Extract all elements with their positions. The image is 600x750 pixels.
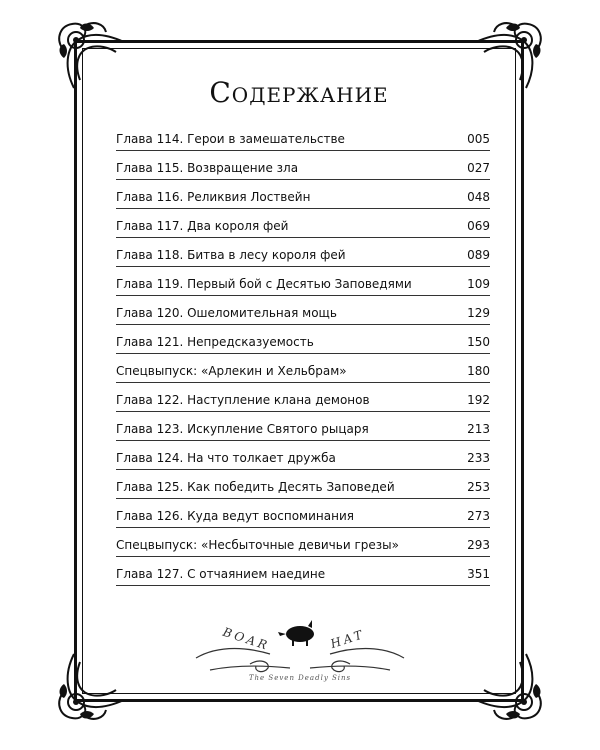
toc-entry-chapter-121[interactable] [116, 325, 490, 354]
toc-entry-page: 233 [467, 451, 490, 465]
toc-entry-chapter-123[interactable] [116, 412, 490, 441]
toc-entry-page: 180 [467, 364, 490, 378]
toc-entry-title: Глава 114. Герои в замешательстве [116, 132, 345, 146]
toc-entry-page: 048 [467, 190, 490, 204]
toc-entry-chapter-127[interactable] [116, 557, 490, 586]
toc-entry-chapter-117[interactable] [116, 209, 490, 238]
logo-text-right: HAT [328, 626, 367, 652]
toc-entry-title: Глава 121. Непредсказуемость [116, 335, 314, 349]
boar-icon [278, 620, 314, 646]
toc-entry-page: 253 [467, 480, 490, 494]
toc-entry-page: 150 [467, 335, 490, 349]
toc-entry-chapter-124[interactable] [116, 441, 490, 470]
toc-entry-chapter-118[interactable] [116, 238, 490, 267]
toc-entry-page: 192 [467, 393, 490, 407]
toc-entry-title: Глава 126. Куда ведут воспоминания [116, 509, 354, 523]
logo-text-left: BOAR [221, 624, 272, 654]
table-of-contents [116, 125, 490, 586]
toc-entry-chapter-119[interactable] [116, 267, 490, 296]
toc-entry-special-2[interactable] [116, 528, 490, 557]
toc-entry-page: 129 [467, 306, 490, 320]
toc-entry-page: 069 [467, 219, 490, 233]
toc-entry-title: Глава 127. С отчаянием наедине [116, 567, 326, 581]
toc-entry-title: Глава 125. Как победить Десять Заповедей [116, 480, 395, 494]
toc-entry-title: Глава 117. Два короля фей [116, 219, 289, 233]
toc-entry-page: 027 [467, 161, 490, 175]
toc-entry-page: 293 [467, 538, 490, 552]
logo-subtitle: The Seven Deadly Sins [248, 674, 352, 682]
toc-entry-chapter-125[interactable] [116, 470, 490, 499]
toc-entry-chapter-126[interactable] [116, 499, 490, 528]
ornament-corner-bottom-right [474, 652, 546, 724]
toc-entry-page: 005 [467, 132, 490, 146]
toc-entry-chapter-120[interactable] [116, 296, 490, 325]
toc-entry-page: 351 [467, 567, 490, 581]
toc-entry-title: Глава 115. Возвращение зла [116, 161, 299, 175]
toc-entry-title: Глава 123. Искупление Святого рыцаря [116, 422, 369, 436]
toc-entry-chapter-122[interactable] [116, 383, 490, 412]
toc-entry-title: Глава 120. Ошеломительная мощь [116, 306, 337, 320]
toc-entry-title: Глава 116. Реликвия Лоствейн [116, 190, 311, 204]
toc-entry-chapter-114[interactable] [116, 125, 490, 151]
toc-entry-title: Глава 122. Наступление клана демонов [116, 393, 370, 407]
toc-entry-chapter-116[interactable] [116, 180, 490, 209]
toc-entry-special-1[interactable] [116, 354, 490, 383]
ornament-corner-bottom-left [54, 652, 126, 724]
toc-entry-title: Глава 119. Первый бой с Десятью Заповедями [116, 277, 412, 291]
toc-entry-page: 109 [467, 277, 490, 291]
toc-entry-title: Глава 124. На что толкает дружба [116, 451, 336, 465]
toc-entry-title: Глава 118. Битва в лесу короля фей [116, 248, 346, 262]
toc-entry-page: 089 [467, 248, 490, 262]
toc-entry-page: 213 [467, 422, 490, 436]
toc-entry-chapter-115[interactable] [116, 151, 490, 180]
toc-entry-title: Спецвыпуск: «Несбыточные девичьи грезы» [116, 538, 399, 552]
page-title: Содержание [209, 76, 389, 109]
toc-entry-page: 273 [467, 509, 490, 523]
toc-entry-title: Спецвыпуск: «Арлекин и Хельбрам» [116, 364, 347, 378]
